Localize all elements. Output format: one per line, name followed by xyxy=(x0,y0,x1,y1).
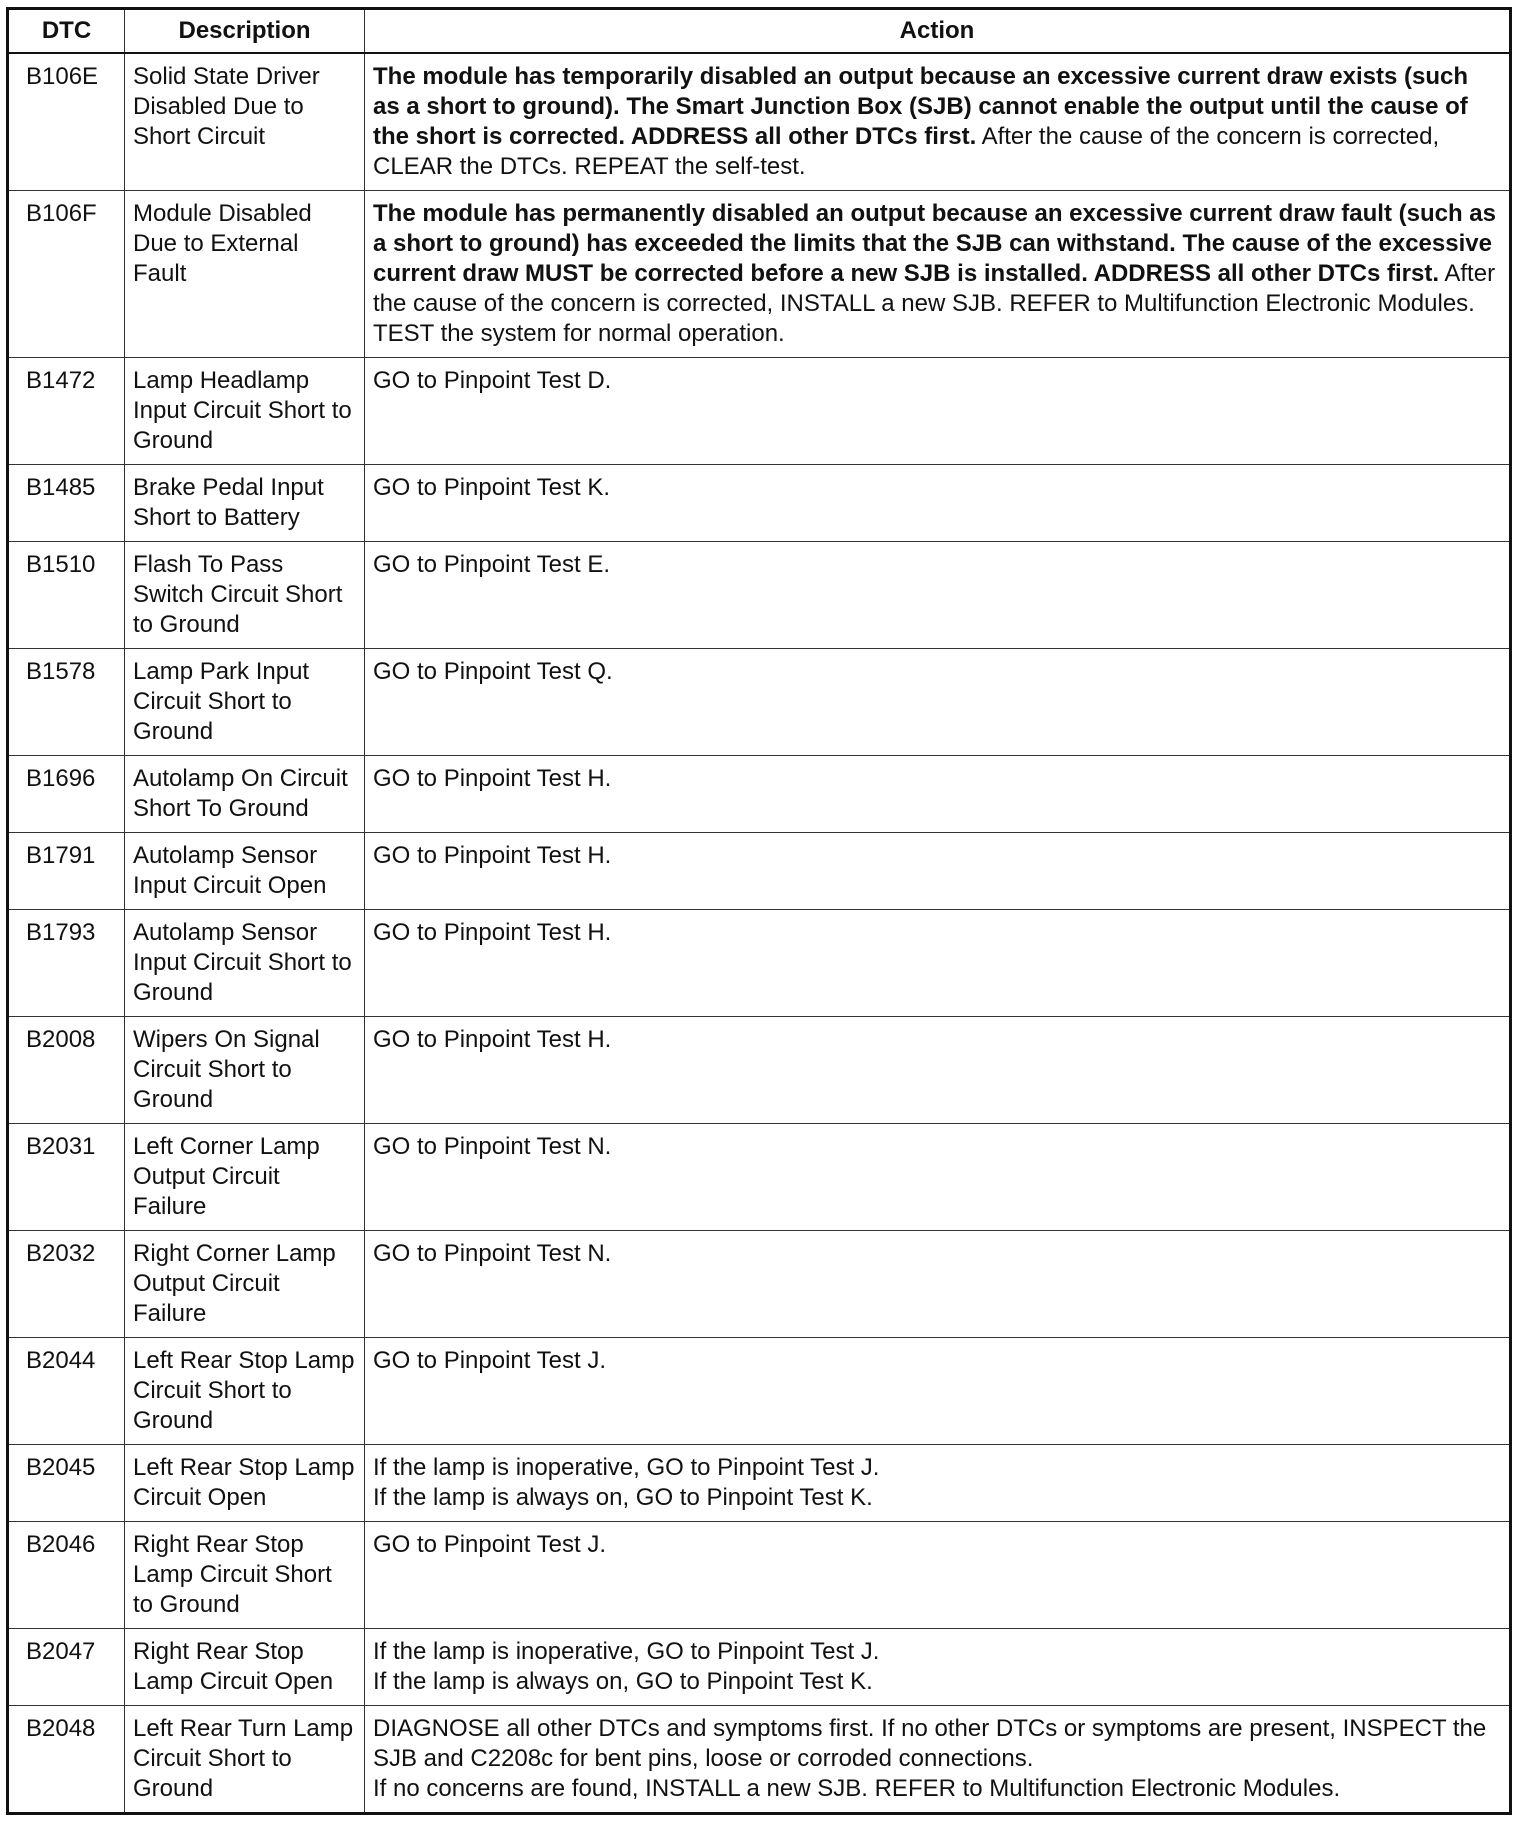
dtc-description: Left Rear Stop Lamp Circuit Open xyxy=(125,1445,365,1522)
dtc-action xyxy=(365,53,1511,191)
dtc-code: B2044 xyxy=(8,1338,125,1445)
table-row xyxy=(8,1445,1511,1522)
dtc-description: Left Corner Lamp Output Circuit Failure xyxy=(125,1124,365,1231)
header-action: Action xyxy=(365,9,1511,54)
header-row xyxy=(8,9,1511,54)
dtc-description: Brake Pedal Input Short to Battery xyxy=(125,465,365,542)
dtc-action xyxy=(365,1629,1511,1706)
action-line: GO to Pinpoint Test H. xyxy=(373,765,612,792)
dtc-code: B1510 xyxy=(8,542,125,649)
dtc-action xyxy=(365,756,1511,833)
dtc-code: B1696 xyxy=(8,756,125,833)
dtc-action xyxy=(365,1706,1511,1814)
dtc-action xyxy=(365,910,1511,1017)
table-row xyxy=(8,1338,1511,1445)
dtc-code: B2046 xyxy=(8,1522,125,1629)
table-row xyxy=(8,53,1511,191)
dtc-description: Wipers On Signal Circuit Short to Ground xyxy=(125,1017,365,1124)
table-row xyxy=(8,465,1511,542)
table-row xyxy=(8,833,1511,910)
dtc-description: Left Rear Stop Lamp Circuit Short to Ground xyxy=(125,1338,365,1445)
action-bold-text: The module has temporarily disabled an output because an excessive current draw exists (such as a short to ground). The Smart Junction Box (SJB) cannot enable the output until the cause of the short is corrected. ADDRESS all other DTCs first. xyxy=(373,63,1469,150)
action-text: After the cause of the concern is corrected, INSTALL a new SJB. REFER to Multifunction Electronic Modules. TEST the system for normal operation. xyxy=(373,260,1496,347)
action-line: GO to Pinpoint Test Q. xyxy=(373,658,613,685)
action-line: GO to Pinpoint Test H. xyxy=(373,919,612,946)
dtc-description: Right Rear Stop Lamp Circuit Open xyxy=(125,1629,365,1706)
dtc-code: B106E xyxy=(8,53,125,191)
dtc-action xyxy=(365,465,1511,542)
dtc-description: Lamp Park Input Circuit Short to Ground xyxy=(125,649,365,756)
header-dtc: DTC xyxy=(8,9,125,54)
dtc-description: Autolamp On Circuit Short To Ground xyxy=(125,756,365,833)
action-line: GO to Pinpoint Test H. xyxy=(373,842,612,869)
table-row xyxy=(8,1124,1511,1231)
dtc-action xyxy=(365,833,1511,910)
table-row xyxy=(8,542,1511,649)
action-line: If the lamp is always on, GO to Pinpoint Test K. xyxy=(373,1668,873,1695)
dtc-code: B2048 xyxy=(8,1706,125,1814)
dtc-description: Module Disabled Due to External Fault xyxy=(125,191,365,358)
action-line: GO to Pinpoint Test H. xyxy=(373,1026,612,1053)
action-line: If the lamp is inoperative, GO to Pinpoint Test J. xyxy=(373,1454,880,1481)
dtc-action xyxy=(365,1017,1511,1124)
action-text: After the cause of the concern is corrected, CLEAR the DTCs. REPEAT the self-test. xyxy=(373,123,1440,180)
dtc-description: Flash To Pass Switch Circuit Short to Ground xyxy=(125,542,365,649)
action-line: If the lamp is inoperative, GO to Pinpoint Test J. xyxy=(373,1638,880,1665)
table-row xyxy=(8,910,1511,1017)
dtc-action xyxy=(365,1522,1511,1629)
dtc-action xyxy=(365,191,1511,358)
dtc-description: Right Corner Lamp Output Circuit Failure xyxy=(125,1231,365,1338)
dtc-description: Autolamp Sensor Input Circuit Open xyxy=(125,833,365,910)
dtc-description: Autolamp Sensor Input Circuit Short to Ground xyxy=(125,910,365,1017)
table-row xyxy=(8,1629,1511,1706)
dtc-code: B1578 xyxy=(8,649,125,756)
dtc-code: B2031 xyxy=(8,1124,125,1231)
action-line: GO to Pinpoint Test N. xyxy=(373,1133,612,1160)
dtc-action xyxy=(365,542,1511,649)
action-line: GO to Pinpoint Test D. xyxy=(373,367,612,394)
dtc-description: Left Rear Turn Lamp Circuit Short to Ground xyxy=(125,1706,365,1814)
dtc-description: Solid State Driver Disabled Due to Short Circuit xyxy=(125,53,365,191)
action-line: GO to Pinpoint Test J. xyxy=(373,1531,607,1558)
table-row xyxy=(8,358,1511,465)
action-line: GO to Pinpoint Test K. xyxy=(373,474,611,501)
table-row xyxy=(8,191,1511,358)
dtc-action xyxy=(365,649,1511,756)
dtc-code: B2047 xyxy=(8,1629,125,1706)
table-header xyxy=(8,9,1511,54)
action-bold-text: The module has permanently disabled an output because an excessive current draw fault (such as a short to ground) has exceeded the limits that the SJB can withstand. The cause of the excessive current draw MUST be corrected before a new SJB is installed. ADDRESS all other DTCs first. xyxy=(373,200,1496,287)
dtc-action xyxy=(365,1231,1511,1338)
dtc-action xyxy=(365,1338,1511,1445)
dtc-action xyxy=(365,1124,1511,1231)
dtc-code: B1472 xyxy=(8,358,125,465)
table-row xyxy=(8,1231,1511,1338)
dtc-description: Lamp Headlamp Input Circuit Short to Ground xyxy=(125,358,365,465)
table-row xyxy=(8,649,1511,756)
table-row xyxy=(8,756,1511,833)
action-line: GO to Pinpoint Test E. xyxy=(373,551,611,578)
dtc-description: Right Rear Stop Lamp Circuit Short to Ground xyxy=(125,1522,365,1629)
table-row xyxy=(8,1522,1511,1629)
action-line: If no concerns are found, INSTALL a new SJB. REFER to Multifunction Electronic Modules. xyxy=(373,1775,1341,1802)
dtc-action xyxy=(365,358,1511,465)
action-line: If the lamp is always on, GO to Pinpoint Test K. xyxy=(373,1484,873,1511)
dtc-code: B2045 xyxy=(8,1445,125,1522)
action-line: GO to Pinpoint Test N. xyxy=(373,1240,612,1267)
action-line: GO to Pinpoint Test J. xyxy=(373,1347,607,1374)
dtc-code: B1485 xyxy=(8,465,125,542)
dtc-code: B106F xyxy=(8,191,125,358)
dtc-code: B2008 xyxy=(8,1017,125,1124)
table-row xyxy=(8,1017,1511,1124)
dtc-action xyxy=(365,1445,1511,1522)
table-body xyxy=(8,53,1511,1814)
dtc-code: B1793 xyxy=(8,910,125,1017)
dtc-code: B1791 xyxy=(8,833,125,910)
table-row xyxy=(8,1706,1511,1814)
header-description: Description xyxy=(125,9,365,54)
action-line: DIAGNOSE all other DTCs and symptoms first. If no other DTCs or symptoms are present, INSPECT the SJB and C2208c for bent pins, loose or corroded connections. xyxy=(373,1715,1487,1772)
dtc-code: B2032 xyxy=(8,1231,125,1338)
dtc-table xyxy=(6,7,1512,1815)
